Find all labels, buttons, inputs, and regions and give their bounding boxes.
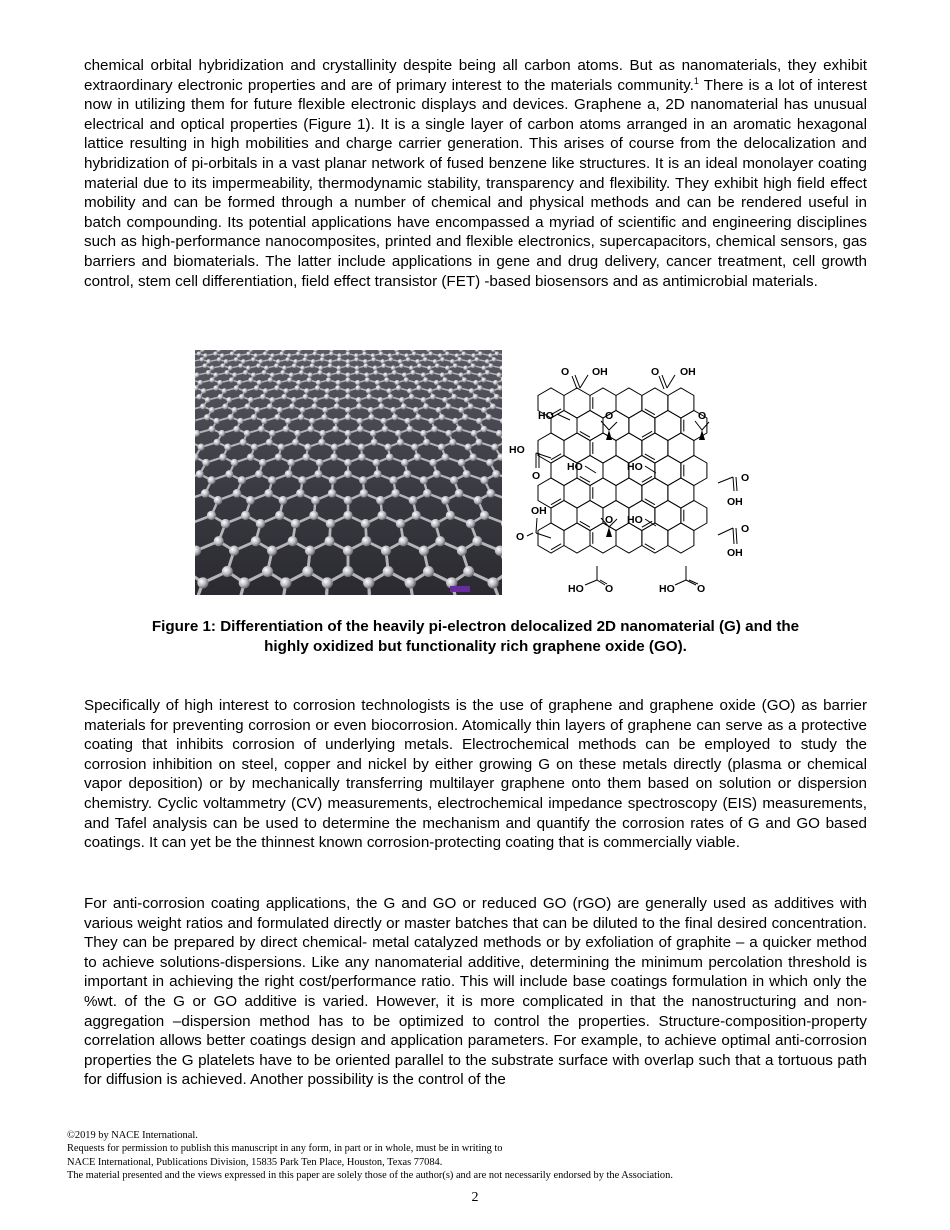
page-number: 2: [471, 1190, 479, 1205]
go-label: O: [741, 523, 750, 535]
go-label: HO: [627, 514, 643, 526]
go-label: OH: [727, 496, 743, 508]
go-label: HO: [659, 583, 675, 595]
go-label: OH: [592, 366, 608, 378]
go-label: HO: [538, 410, 554, 422]
go-label: O: [697, 583, 706, 595]
go-label: HO: [509, 444, 525, 456]
go-label: O: [741, 472, 750, 484]
go-label: HO: [627, 461, 643, 473]
footer-line: ©2019 by NACE International.: [67, 1130, 198, 1141]
body-paragraph-2: Specifically of high interest to corrosion technologists is the use of graphene and graphene oxide (GO) as barrier materials for preventing corrosion or even biocorrosion. Atomically thin layers of graphene can serve as a protective coating that inhibits corrosion of underlying metals. Electrochemical methods can be employed to study the corrosion inhibition on steel, copper and nickel by either growing G on these metals directly (plasma or chemical vapor deposition) or by mechanically transferring multilayer graphene onto them based on solution or dispersion chemistry. Cyclic voltammetry (CV) measurements, electrochemical impedance spectroscopy (EIS) measurements, and Tafel analysis can be used to determine the mechanism and quantify the corrosion rates of G and GO based coatings. It can yet be the thinnest known corrosion-protecting coating that is commercially viable.: [84, 697, 867, 852]
go-label: OH: [680, 366, 696, 378]
graphene-lattice-image: [195, 350, 502, 595]
body-paragraph-1: [84, 56, 867, 291]
copyright-footer: [67, 1129, 887, 1182]
figure-caption: [84, 617, 867, 657]
go-label: O: [605, 583, 614, 595]
go-label: O: [532, 470, 541, 482]
caption-line-1: Figure 1: Differentiation of the heavily pi-electron delocalized 2D nanomaterial (G) and the: [151, 618, 800, 635]
go-label: O: [516, 531, 525, 543]
go-label: OH: [727, 547, 743, 559]
go-label: HO: [568, 583, 584, 595]
reference-superscript[interactable]: 1: [693, 75, 699, 86]
body-paragraph-3: For anti-corrosion coating applications, the G and GO or reduced GO (rGO) are generally used as additives with various weight ratios and formulated directly or master batches that can be diluted to the final desired concentration. They can be prepared by direct chemical- metal catalyzed methods or by exfoliation of graphite – a quicker method to achieve solutions-dispersions. Like any nanomaterial additive, determining the minimum percolation threshold is important in achieving the right cost/performance ratio. This will include base coatings formulation in which only the %wt. of the G or GO additive is varied. However, it is more complicated in that the nanostructuring and non-aggregation –dispersion method has to be optimized to control the properties. Structure-composition-property correlation allows better coatings design and application parameters. For example, to achieve optimal anti-corrosion properties the G platelets have to be oriented parallel to the substrate surface with overlap such that a tortuous path for diffusion is achieved. Another possibility is the control of the: [84, 895, 867, 1089]
go-label: OH: [531, 505, 547, 517]
footer-line: Requests for permission to publish this manuscript in any form, in part or in whole, must be in writing to: [67, 1143, 503, 1155]
paragraph-1-text: chemical orbital hybridization and crystallinity despite being all carbon atoms. But as nanomaterials, they exhibit extraordinary electronic properties and are of primary interest to the materials community.: [84, 57, 867, 94]
go-label: O: [651, 366, 660, 378]
caption-line-2: highly oxidized but functionality rich graphene oxide (GO).: [264, 638, 687, 655]
footer-line: NACE International, Publications Division, 15835 Park Ten Place, Houston, Texas 77084.: [67, 1156, 443, 1168]
go-label: O: [605, 514, 614, 526]
footer-line: The material presented and the views expressed in this paper are solely those of the author(s) and are not necessarily endorsed by the Association.: [67, 1169, 673, 1181]
go-label: O: [561, 366, 570, 378]
graphene-oxide-structure: [505, 358, 755, 600]
go-label: O: [698, 410, 707, 422]
go-label: HO: [567, 461, 583, 473]
paragraph-1-continuation: There is a lot of interest now in utilizing them for future flexible electronic displays and devices. Graphene a, 2D nanomaterial has unusual electrical and optical properties (Figure 1). It is a single layer of carbon atoms arranged in an aromatic hexagonal lattice resulting in high mobilities and charge carrier generation. This arises of course from the delocalization and hybridization of pi-orbitals in a vast planar network of fused benzene like structures. It is an ideal monolayer coating material due to its impermeability, thermodynamic stability, transparency and flexibility. They exhibit high field effect mobility and can be formed through a number of chemical and physical methods and can be rendered useful in batch compounding. Its potential applications have encompassed a myriad of scientific and engineering disciplines such as high-performance nanocomposites, printed and flexible electronics, supercapacitors, chemical sensors, gas barriers and biomaterials. The latter include applications in gene and drug delivery, cancer treatment, cell growth control, stem cell differentiation, field effect transistor (FET) -based biosensors and as antimicrobial materials.: [84, 76, 867, 290]
go-label: O: [605, 410, 614, 422]
